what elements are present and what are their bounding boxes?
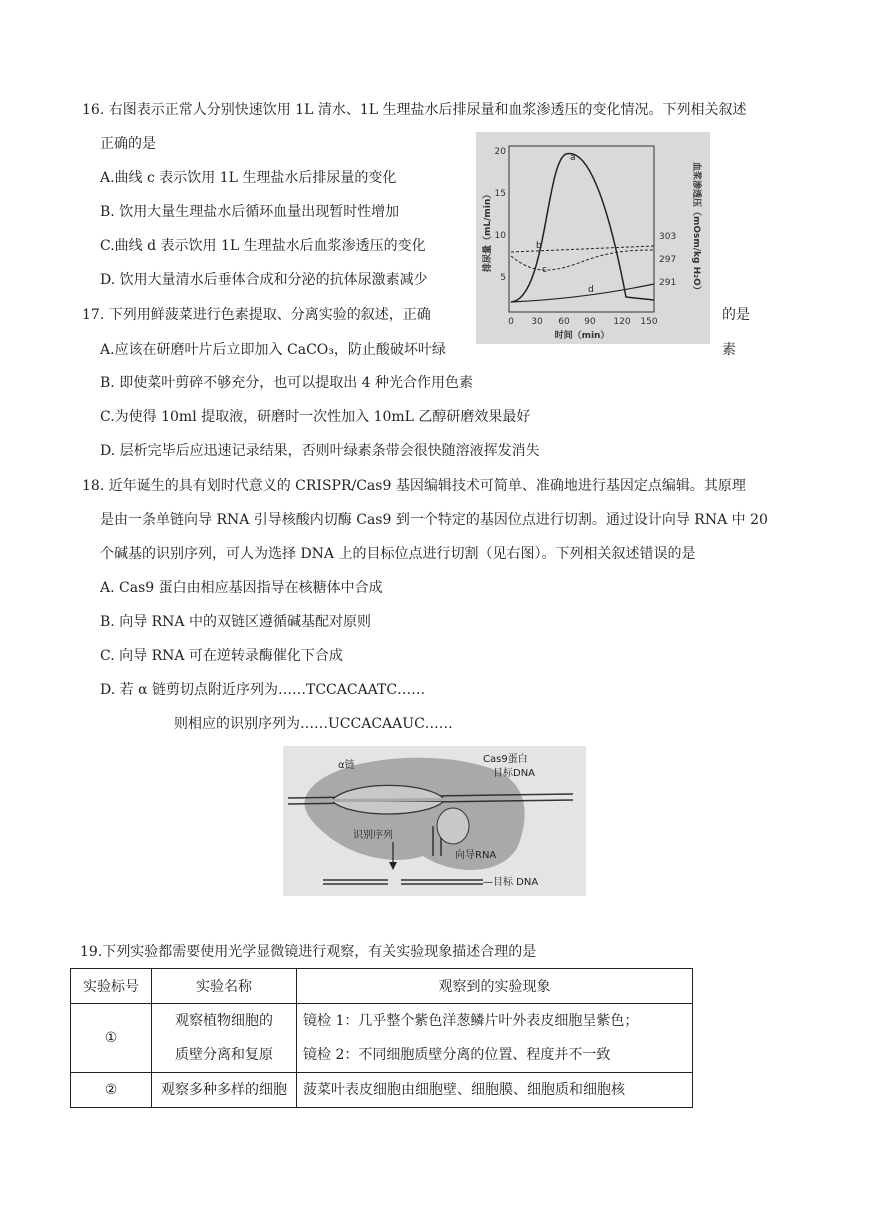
col-header-name: 实验名称 (152, 969, 297, 1004)
row-name-line: 观察植物细胞的 (175, 1013, 273, 1029)
x-tick: 90 (584, 317, 596, 327)
q18-stem-3: 个碱基的识别序列，可人为选择 DNA 上的目标位点进行切割（见右图）。下列相关叙述错误的是 (100, 546, 696, 562)
curve-label-c: c (542, 265, 547, 275)
table-header-row (71, 969, 693, 1004)
label-guide-rna: 向导RNA (455, 850, 497, 861)
label-target-dna-2: —目标 DNA (483, 877, 539, 888)
q16-option-b: B. 饮用大量生理盐水后循环血量出现暂时性增加 (100, 204, 400, 220)
row-name: 观察多种多样的细胞 (152, 1073, 297, 1108)
q17-stem-tail: 的是 (722, 307, 750, 323)
label-recognition-seq: 识别序列 (353, 830, 393, 841)
q16-option-d: D. 饮用大量清水后垂体合成和分泌的抗体尿激素减少 (100, 272, 428, 288)
q17-option-d: D. 层析完毕后应迅速记录结果，否则叶绿素条带会很快随溶液挥发消失 (100, 443, 540, 459)
q18-stem-1: 18. 近年诞生的具有划时代意义的 CRISPR/Cas9 基因编辑技术可简单、准确地进行基因定点编辑。其原理 (82, 478, 746, 494)
x-tick: 0 (508, 317, 514, 327)
y-right-tick: 291 (659, 278, 677, 288)
y-left-tick: 10 (494, 231, 506, 241)
urine-osmolarity-chart (476, 132, 710, 344)
row-observation-line: 镜检 2：不同细胞质壁分离的位置、程度并不一致 (303, 1047, 611, 1063)
q16-stem-cont: 正确的是 (100, 136, 156, 152)
y-right-tick: 297 (659, 255, 677, 265)
q17-stem: 17. 下列用鲜菠菜进行色素提取、分离实验的叙述，正确 (82, 307, 431, 323)
curve-label-d: d (588, 285, 594, 295)
row-name-line: 质壁分离和复原 (175, 1047, 273, 1063)
row-id: ① (71, 1004, 152, 1073)
curve-label-b: b (536, 241, 542, 251)
row-observation (297, 1004, 693, 1073)
y-left-tick: 15 (494, 189, 506, 199)
q17-option-b: B. 即使菜叶剪碎不够充分，也可以提取出 4 种光合作用色素 (100, 375, 473, 391)
curve-d (511, 284, 654, 302)
x-tick: 60 (558, 317, 570, 327)
q18-option-d: D. 若 α 链剪切点附近序列为……TCCACAATC…… (100, 682, 426, 698)
q18-option-b: B. 向导 RNA 中的双链区遵循碱基配对原则 (100, 614, 371, 630)
row-observation-line: 镜检 1：几乎整个紫色洋葱鳞片叶外表皮细胞呈紫色； (303, 1013, 639, 1029)
col-header-id: 实验标号 (71, 969, 152, 1004)
curve-a (511, 153, 654, 302)
row-name (152, 1004, 297, 1073)
label-cas9: Cas9蛋白 (483, 754, 528, 765)
q17-option-a-tail: 素 (722, 342, 736, 358)
table-row (71, 1073, 693, 1108)
row-id: ② (71, 1073, 152, 1108)
q16-stem: 16. 右图表示正常人分别快速饮用 1L 清水、1L 生理盐水后排尿量和血浆渗透压的变化情况。下列相关叙述 (82, 102, 747, 118)
q17-option-a: A.应该在研磨叶片后立即加入 CaCO₃，防止酸破坏叶绿 (100, 342, 446, 358)
y-right-tick: 303 (659, 232, 677, 242)
q16-option-a: A.曲线 c 表示饮用 1L 生理盐水后排尿量的变化 (100, 170, 397, 186)
y-left-tick: 5 (500, 273, 506, 283)
label-alpha-strand: α链 (338, 760, 355, 771)
q19-stem: 19.下列实验都需要使用光学显微镜进行观察，有关实验现象描述合理的是 (80, 944, 537, 960)
q18-stem-2: 是由一条单链向导 RNA 引导核酸内切酶 Cas9 到一个特定的基因位点进行切割。通过设计向导 RNA 中 20 (100, 512, 768, 528)
x-tick: 30 (531, 317, 543, 327)
q18-option-c: C. 向导 RNA 可在逆转录酶催化下合成 (100, 648, 343, 664)
y-left-tick: 20 (494, 147, 506, 157)
experiment-table (70, 968, 693, 1108)
label-target-dna-1: 目标DNA (493, 768, 536, 779)
y-left-label: 排尿量（mL/min） (483, 189, 493, 272)
cas9-diagram (283, 746, 586, 896)
q18-option-a: A. Cas9 蛋白由相应基因指导在核糖体中合成 (100, 580, 383, 596)
curve-c (511, 250, 654, 270)
q18-option-d-cont: 则相应的识别序列为……UCCACAAUC…… (174, 716, 453, 732)
q16-option-c: C.曲线 d 表示饮用 1L 生理盐水后血浆渗透压的变化 (100, 238, 426, 254)
y-right-label: 血浆渗透压（mOsm/kg H₂O） (691, 162, 701, 295)
x-tick: 150 (640, 317, 658, 327)
col-header-observation: 观察到的实验现象 (297, 969, 693, 1004)
table-row (71, 1004, 693, 1073)
row-observation: 菠菜叶表皮细胞由细胞壁、细胞膜、细胞质和细胞核 (297, 1073, 693, 1108)
x-tick: 120 (613, 317, 631, 327)
x-axis-label: 时间（min） (554, 331, 610, 341)
curve-label-a: a (570, 153, 576, 163)
q17-option-c: C.为使得 10ml 提取液，研磨时一次性加入 10mL 乙醇研磨效果最好 (100, 409, 531, 425)
